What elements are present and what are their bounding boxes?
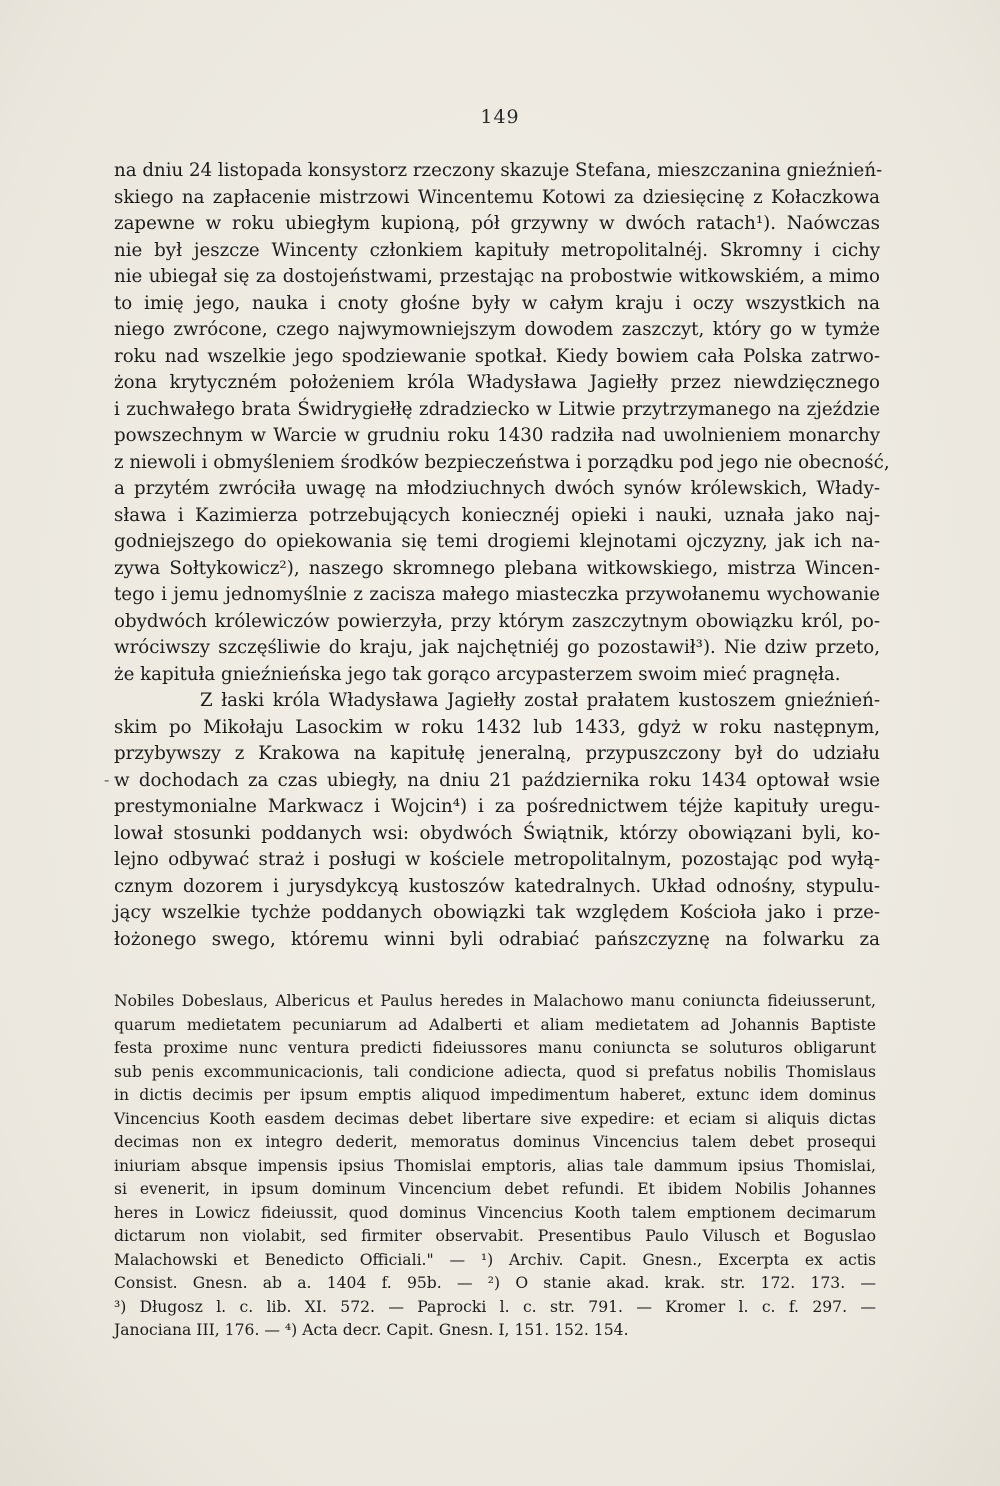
body-line: w dochodach za czas ubiegły, na dniu 21 października roku 1434 optował wsie bbox=[114, 769, 880, 791]
footnote-line: Vincencius Kooth easdem decimas debet libertare sive expedire: et eciam si aliquis dictas bbox=[114, 1109, 876, 1128]
body-line: roku nad wszelkie jego spodziewanie spotkał. Kiedy bowiem cała Polska zatrwo- bbox=[114, 345, 880, 367]
footnote-line: Malachowski et Benedicto Officiali." — ¹) Archiv. Capit. Gnesn., Excerpta ex actis bbox=[114, 1250, 876, 1269]
body-line: łożonego swego, któremu winni byli odrabiać pańszczyznę na folwarku za bbox=[114, 928, 880, 950]
footnote-line: ³) Długosz l. c. lib. XI. 572. — Paprocki l. c. str. 791. — Kromer l. c. f. 297. — bbox=[114, 1297, 876, 1316]
body-line: niego zwrócone, czego najwymowniejszym dowodem zaszczyt, który go w tymże bbox=[114, 319, 880, 340]
footnote-line: festa proxime nunc ventura predicti fideiussores manu coniuncta se soluturos obligarunt bbox=[114, 1039, 876, 1057]
body-line: lejno odbywać straż i posługi w kościele metropolitalnym, pozostając pod wyłą- bbox=[114, 849, 880, 870]
footnote-line: quarum medietatem pecuniarum ad Adalberti et aliam medietatem ad Johannis Baptiste bbox=[114, 1015, 876, 1034]
footnote-line: si evenerit, in ipsum dominum Vincencium debet refundi. Et ibidem Nobilis Johannes bbox=[114, 1180, 876, 1198]
body-line: na dniu 24 listopada konsystorz rzeczony skazuje Stefana, mieszczanina gnieźnień- bbox=[114, 160, 883, 181]
footnote-line: dictarum non violabit, sed firmiter observabit. Presentibus Paulo Vilusch et Boguslao bbox=[114, 1227, 876, 1245]
footnote-line: Nobiles Dobeslaus, Albericus et Paulus heredes in Malachowo manu coniuncta fideiusserunt, bbox=[114, 992, 876, 1010]
body-line: a przytém zwróciła uwagę na młodziuchnych dwóch synów królewskich, Włady- bbox=[114, 478, 880, 499]
body-line: zapewne w roku ubiegłym kupioną, pół grzywny w dwóch ratach¹). Naówczas bbox=[114, 213, 880, 234]
footnote-line: in dictis decimis per ipsum emptis aliquod impedimentum haberet, extunc idem dominus bbox=[114, 1086, 876, 1104]
footnotes bbox=[114, 990, 876, 1343]
body-line: prestymonialne Markwacz i Wojcin⁴) i za pośrednictwem téjże kapituły uregu- bbox=[114, 796, 880, 817]
body-line: to imię jego, nauka i cnoty głośne były w całym kraju i oczy wszystkich na bbox=[114, 292, 880, 314]
body-line: sława i Kazimierza potrzebujących koniecznéj opieki i nauki, uznała jako naj- bbox=[114, 504, 880, 526]
footnote-line: decimas non ex integro dederit, memoratus dominus Vincencius talem debet prosequi bbox=[114, 1133, 876, 1151]
body-line: zywa Sołtykowicz²), naszego skromnego plebana witkowskiego, mistrza Wincen- bbox=[114, 557, 880, 579]
body-line: z niewoli i obmyśleniem środków bezpieczeństwa i porządku pod jego nie obecność, bbox=[114, 451, 890, 473]
body-line: godniejszego do opiekowania się temi drogiemi klejnotami ojczyzny, jak ich na- bbox=[114, 531, 880, 552]
body-line: tego i jemu jednomyślnie z zacisza małego miasteczka przywołanemu wychowanie bbox=[114, 584, 880, 605]
footnote-line: iniuriam absque impensis ipsius Thomislai emptoris, alias tale dammum ipsius Thomislai, bbox=[114, 1156, 876, 1175]
main-text bbox=[114, 158, 890, 953]
footnote-line: Consist. Gnesn. ab a. 1404 f. 95b. — ²) O stanie akad. krak. str. 172. 173. — bbox=[114, 1274, 876, 1292]
body-line: nie był jeszcze Wincenty członkiem kapituły metropolitalnéj. Skromny i cichy bbox=[114, 239, 880, 261]
footnote-line: Janociana III, 176. — ⁴) Acta decr. Capit. Gnesn. I, 151. 152. 154. bbox=[114, 1321, 629, 1339]
body-line: nie ubiegał się za dostojeństwami, przestając na probostwie witkowskiém, a mimo bbox=[114, 266, 880, 287]
body-line: wróciwszy szczęśliwie do kraju, jak najchętniéj go pozostawił³). Nie dziw przeto, bbox=[114, 637, 880, 658]
body-line: żona krytyczném położeniem króla Władysława Jagiełły przez niewdzięcznego bbox=[114, 372, 880, 393]
body-line: i zuchwałego brata Świdrygiełłę zdradziecko w Litwie przytrzymanego na zjeździe bbox=[114, 398, 880, 420]
footnote-line: heres in Lowicz fideiussit, quod dominus Vincencius Kooth talem emptionem decimarum bbox=[114, 1203, 876, 1222]
body-line: obydwóch królewiczów powierzyła, przy którym zaszczytnym obowiązku król, po- bbox=[114, 610, 880, 632]
body-line: że kapituła gnieźnieńska jego tak gorąco arcypasterzem swoim mieć pragnęła. bbox=[114, 663, 841, 685]
body-line: lował stosunki poddanych wsi: obydwóch Świątnik, którzy obowiązani byli, ko- bbox=[114, 822, 880, 844]
body-line: cznym dozorem i jurysdykcyą kustoszów katedralnych. Układ odnośny, stypulu- bbox=[114, 875, 880, 897]
body-line: skim po Mikołaju Lasockim w roku 1432 lub 1433, gdyż w roku następnym, bbox=[114, 716, 880, 738]
body-line: powszechnym w Warcie w grudniu roku 1430 radziła nad uwolnieniem monarchy bbox=[114, 425, 880, 446]
footnote-line: sub penis excommunicacionis, tali condicione adiecta, quod si prefatus nobilis Thomislaus bbox=[114, 1062, 876, 1081]
body-line: przybywszy z Krakowa na kapitułę jeneralną, przypuszczony był do udziału bbox=[114, 743, 880, 764]
body-line: Z łaski króla Władysława Jagiełły został prałatem kustoszem gnieźnień- bbox=[200, 690, 880, 711]
body-line: jący wszelkie tychże poddanych obowiązki tak względem Kościoła jako i prze- bbox=[114, 902, 880, 923]
page-number: 149 bbox=[480, 106, 520, 128]
margin-mark: - bbox=[104, 770, 110, 789]
body-line: skiego na zapłacenie mistrzowi Wincentemu Kotowi za dziesięcinę z Kołaczkowa bbox=[114, 186, 880, 208]
